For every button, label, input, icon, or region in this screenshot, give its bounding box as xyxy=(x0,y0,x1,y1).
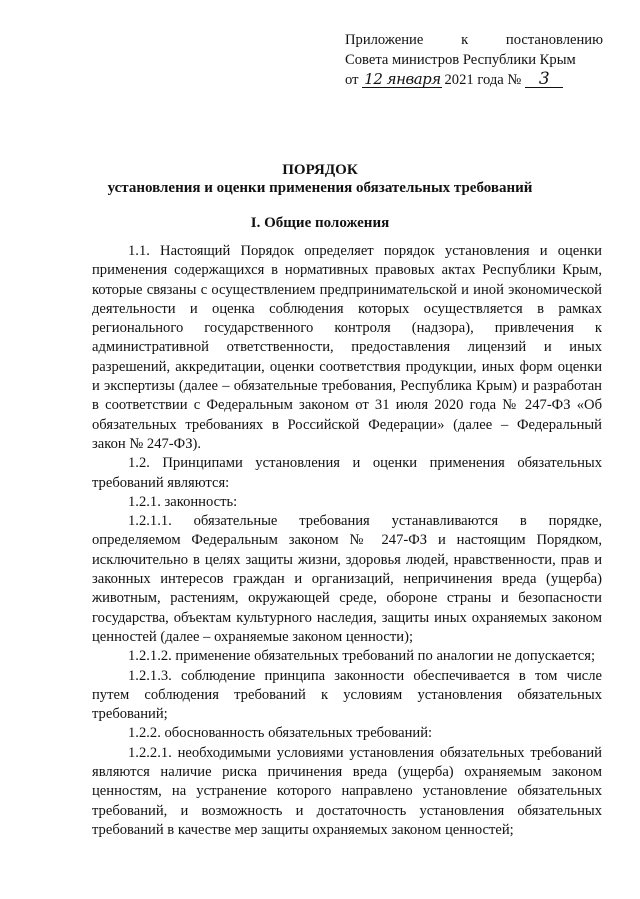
section-heading: I. Общие положения xyxy=(250,215,390,231)
appendix-line-2: Совета министров Республики Крым xyxy=(345,52,576,68)
paragraph-1-2-2-1: 1.2.2.1. необходимыми условиями установления обязательных требований являются наличие риска причинения вреда (ущерба) охраняемым законом ценностям, на устранение которого направлено установление обязательных требований, и возможность и достаточность установления обязательных требований в качестве мер защиты охраняемых законом ценностей; xyxy=(92,744,602,838)
appendix-word-1: Приложение xyxy=(345,32,424,48)
paragraph-1-2-1: 1.2.1. законность: xyxy=(128,493,238,510)
paragraph-1-2: 1.2. Принципами установления и оценки применения обязательных требований являются: xyxy=(92,455,602,491)
handwritten-date: 12 января xyxy=(364,70,441,88)
paragraph-1-1: 1.1. Настоящий Порядок определяет порядок установления и оценки применения содержащихся в нормативных правовых актах Республики Крым, которые связаны с осуществлением предпринимательской и иной экономической деятельности и оценка соблюдения которых осуществляется в рамках регионального государственного контроля (надзора), привлечения к административной ответственности, предоставления лицензий и иных разрешений, аккредитации, оценки соответствия продукции, иных форм оценки и экспертизы (далее – обязательные требования, Республика Крым) и разработан в соответствии с Федеральным законом от 31 июля 2020 года № 247-ФЗ «Об обязательных требованиях в Российской Федерации» (далее – Федеральный закон № 247-ФЗ). xyxy=(92,243,602,452)
appendix-line-1 xyxy=(345,30,603,50)
paragraph-1-2-1-1: 1.2.1.1. обязательные требования устанавливаются в порядке, определяемом Федеральным законом № 247-ФЗ и настоящим Порядком, исключительно в целях защиты жизни, здоровья людей, нравственности, прав и законных интересов граждан и организаций, непричинения вреда (ущерба) животным, растениям, окружающей среде, обороне страны и безопасности государства, объектам культурного наследия, защиты иных охраняемых законом ценностей (далее – охраняемые законом ценности); xyxy=(92,513,602,645)
handwritten-number: 3 xyxy=(525,71,563,88)
appendix-word-3: постановлению xyxy=(505,32,603,48)
document-body xyxy=(92,242,602,840)
appendix-block xyxy=(345,30,603,90)
appendix-line-3 xyxy=(345,70,603,90)
paragraph-1-2-2: 1.2.2. обоснованность обязательных требований: xyxy=(128,725,433,742)
paragraph-1-2-1-3: 1.2.1.3. соблюдение принципа законности обеспечивается в том числе путем соблюдения требований к условиям установления обязательных требований; xyxy=(92,667,602,723)
appendix-word-2: к xyxy=(461,32,469,48)
document-subtitle: установления и оценки применения обязательных требований xyxy=(107,180,533,196)
appendix-prefix: от xyxy=(345,72,359,88)
appendix-year: 2021 года № xyxy=(444,72,522,88)
paragraph-1-2-1-2: 1.2.1.2. применение обязательных требований по аналогии не допускается; xyxy=(128,648,596,665)
document-title: ПОРЯДОК xyxy=(282,162,358,178)
